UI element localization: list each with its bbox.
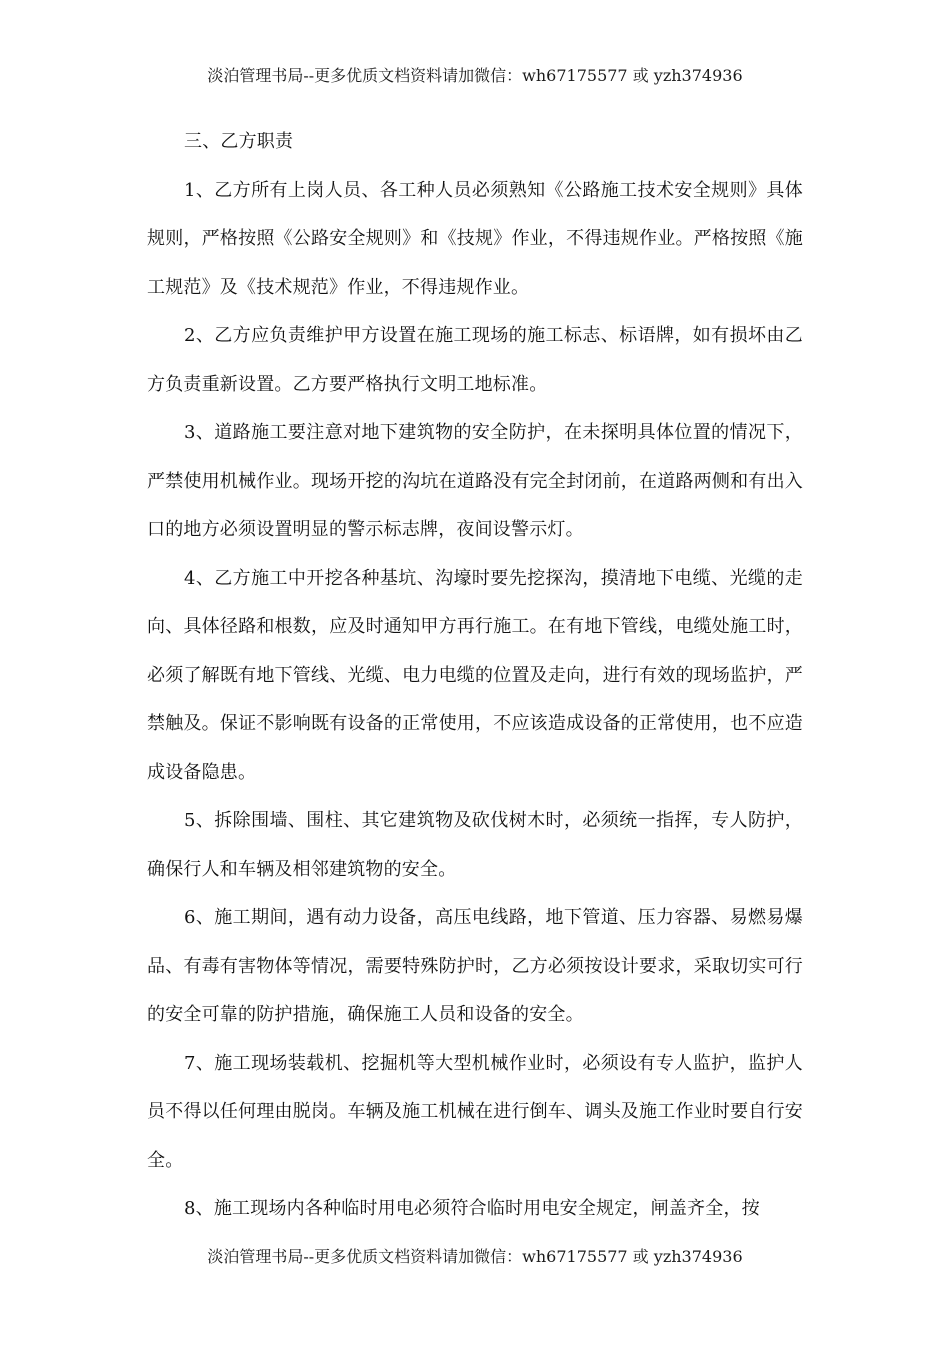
paragraph-6: 6、施工期间，遇有动力设备，高压电线路，地下管道、压力容器、易燃易爆品、有毒有害物体等情况，需要特殊防护时，乙方必须按设计要求，采取切实可行的安全可靠的防护措施，确保施工人员和设备的安全。 (147, 907, 803, 1025)
paragraph-2: 2、乙方应负责维护甲方设置在施工现场的施工标志、标语牌，如有损坏由乙方负责重新设置。乙方要严格执行文明工地标准。 (147, 325, 803, 395)
paragraph-8: 8、施工现场内各种临时用电必须符合临时用电安全规定，闸盖齐全，按 (184, 1198, 760, 1219)
paragraph-1: 1、乙方所有上岗人员、各工种人员必须熟知《公路施工技术安全规则》具体规则，严格按照《公路安全规则》和《技规》作业，不得违规作业。严格按照《施工规范》及《技术规范》作业，不得违规作业。 (147, 179, 803, 298)
page-footer: 淡泊管理书局--更多优质文档资料请加微信：wh67175577 或 yzh374936 (207, 1247, 743, 1266)
page-header: 淡泊管理书局--更多优质文档资料请加微信：wh67175577 或 yzh374936 (207, 66, 743, 85)
section-heading: 三、乙方职责 (184, 131, 294, 152)
paragraph-7: 7、施工现场装载机、挖掘机等大型机械作业时，必须设有专人监护，监护人员不得以任何理由脱岗。车辆及施工机械在进行倒车、调头及施工作业时要自行安全。 (147, 1052, 803, 1171)
paragraph-3: 3、道路施工要注意对地下建筑物的安全防护，在未探明具体位置的情况下，严禁使用机械作业。现场开挖的沟坑在道路没有完全封闭前，在道路两侧和有出入口的地方必须设置明显的警示标志牌，夜间设警示灯。 (147, 422, 803, 540)
paragraph-5: 5、拆除围墙、围柱、其它建筑物及砍伐树木时，必须统一指挥，专人防护，确保行人和车辆及相邻建筑物的安全。 (147, 810, 803, 880)
paragraph-4: 4、乙方施工中开挖各种基坑、沟壕时要先挖探沟，摸清地下电缆、光缆的走向、具体径路和根数，应及时通知甲方再行施工。在有地下管线，电缆处施工时，必须了解既有地下管线、光缆、电力电缆的位置及走向，进行有效的现场监护，严禁触及。保证不影响既有设备的正常使用，不应该造成设备的正常使用，也不应造成设备隐患。 (147, 567, 803, 783)
document-body (147, 118, 803, 1234)
